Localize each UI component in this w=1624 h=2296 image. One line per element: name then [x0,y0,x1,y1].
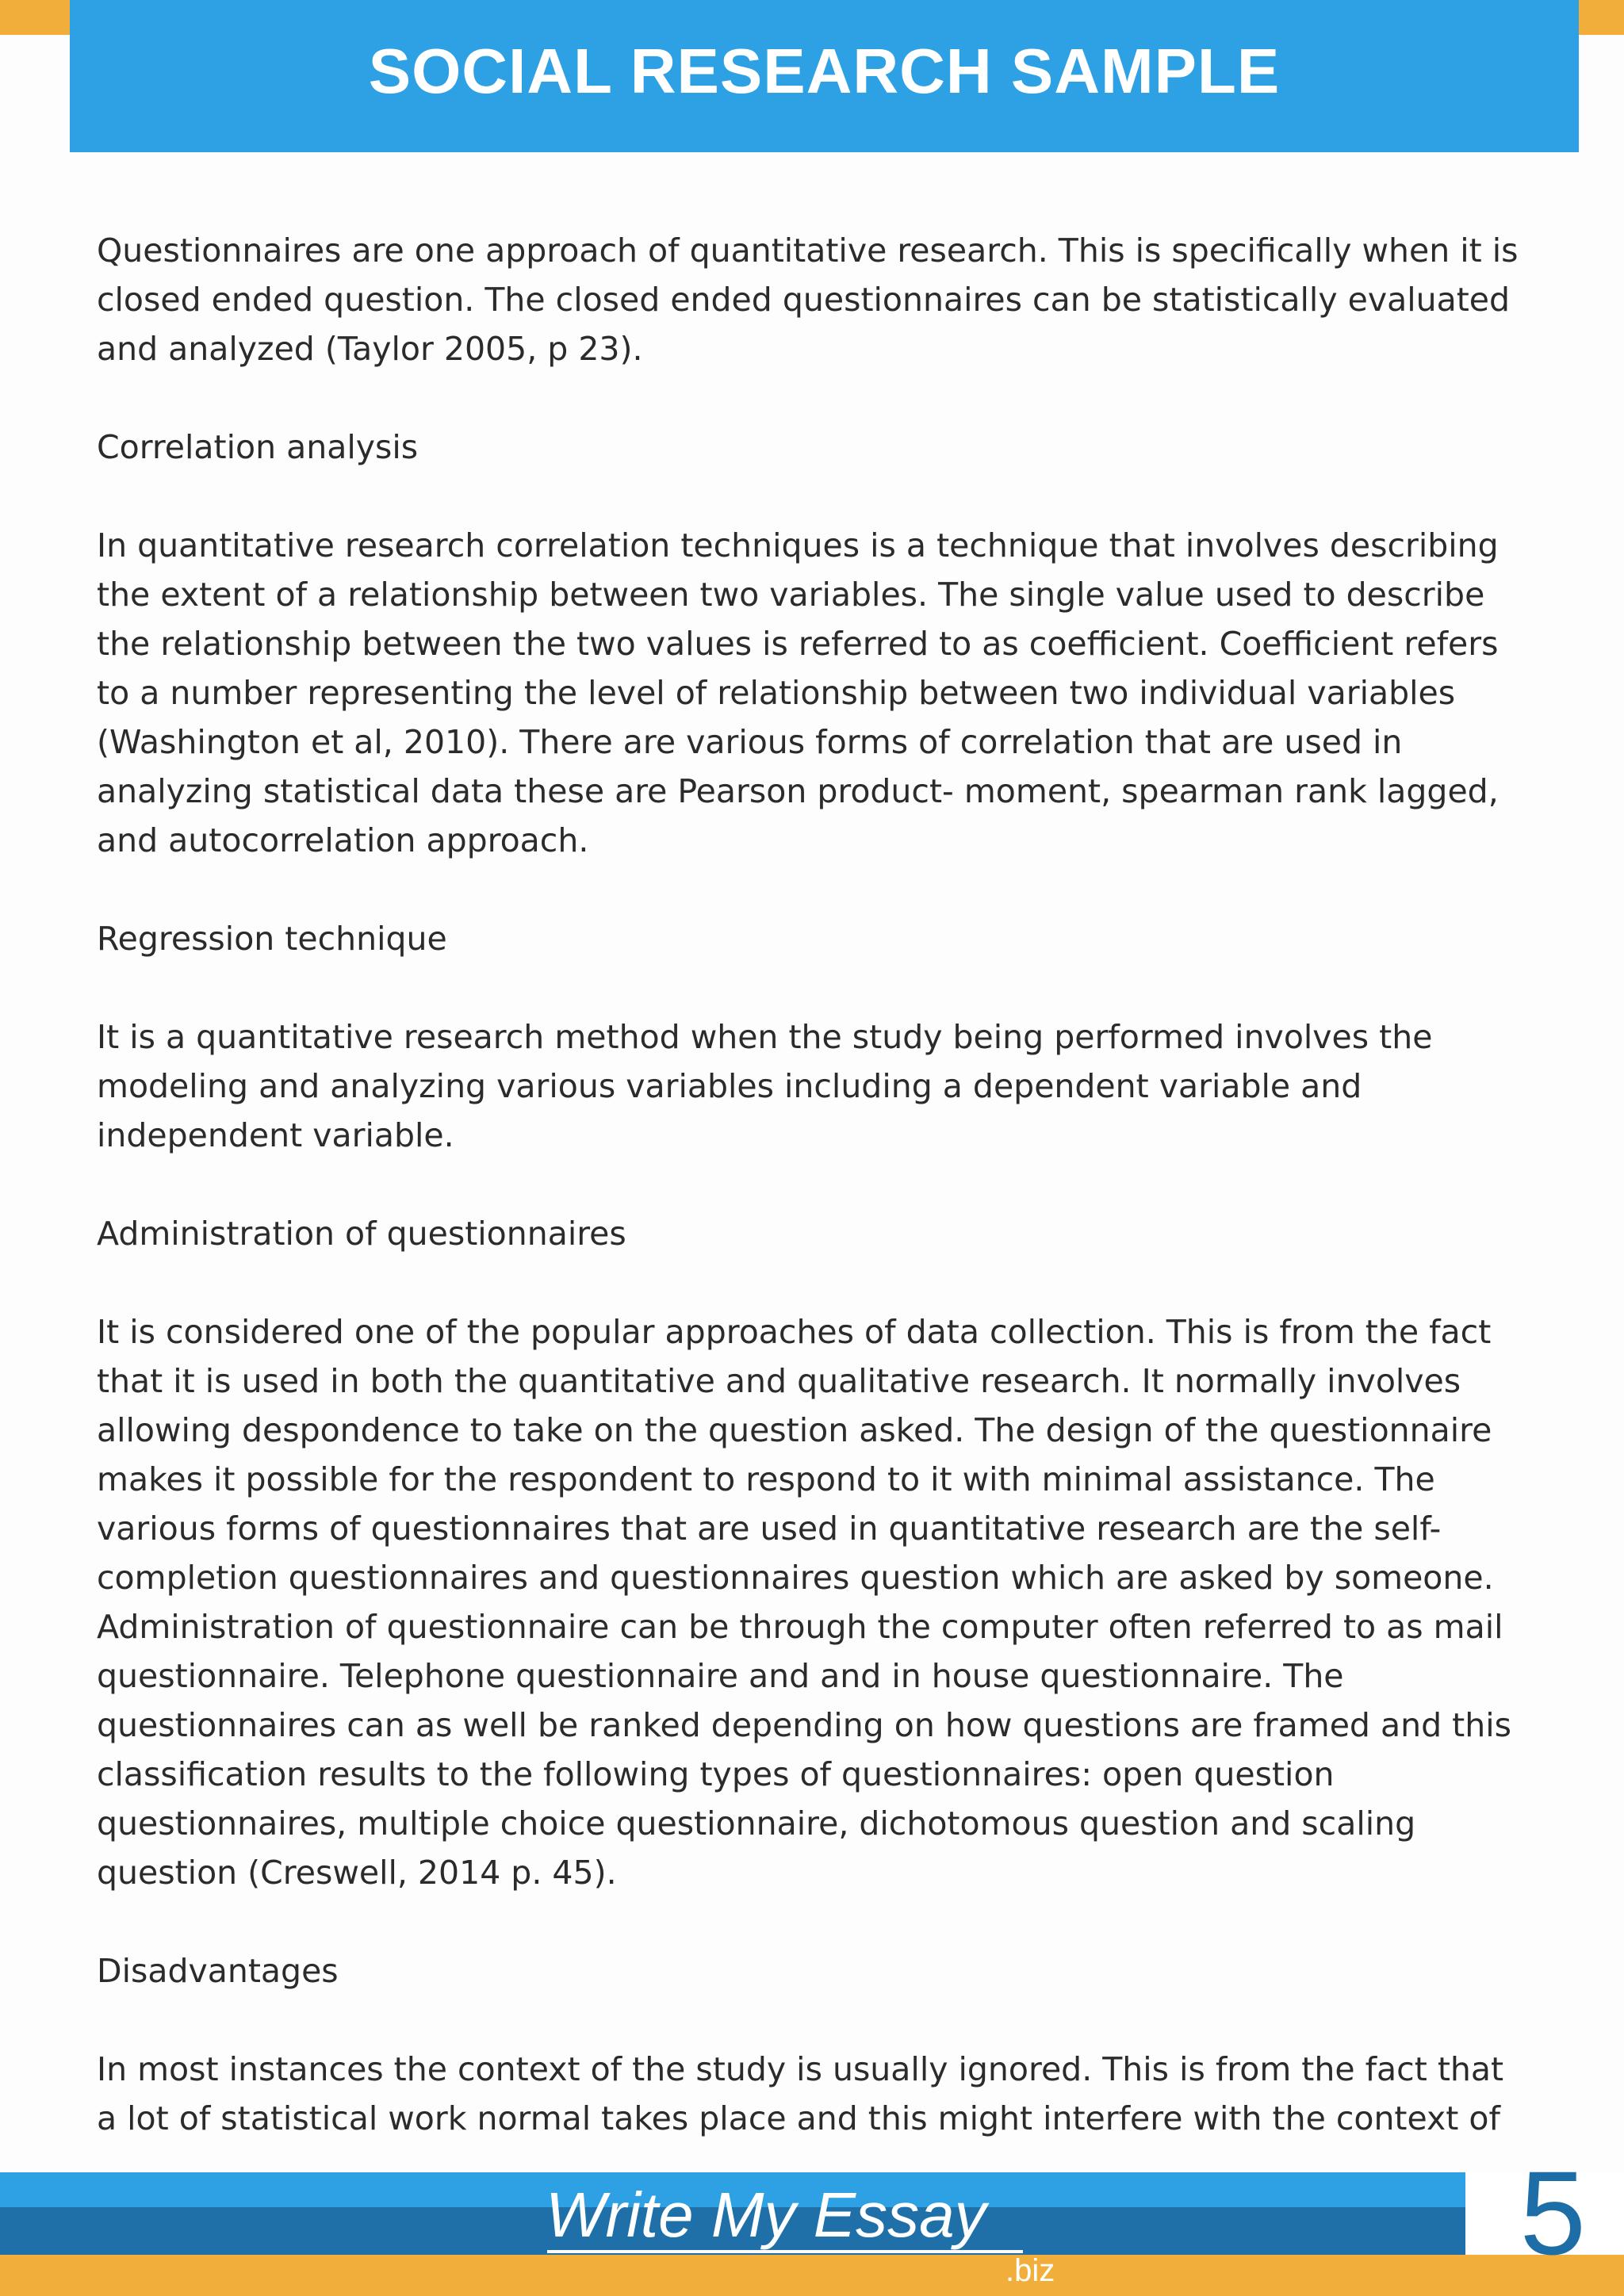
brand-logo-tld: .biz [1005,2253,1055,2288]
paragraph-disadvantages: In most instances the context of the study is usually ignored. This is from the fact that a lot of statistical work normal takes place and this might interfere with the context of [97,2050,1504,2137]
page-number: 5 [1519,2146,1586,2279]
paragraph-correlation: In quantitative research correlation techniques is a technique that involves describing the extent of a relationship between two variables. The single value used to describe the relationship between the two values is referred to as coefficient. Coefficient refers to a number representing the level of relationship between two individual variables (Washington et al, 2010). There are various forms of correlation that are used in analyzing statistical data these are Pearson product- moment, spearman rank lagged, and autocorrelation approach. [97,526,1499,859]
paragraph-regression: It is a quantitative research method when the study being performed involves the modeling and analyzing various variables including a dependent variable and independent variable. [97,1018,1433,1154]
section-heading-disadvantages: Disadvantages [97,1952,339,1990]
page-title: SOCIAL RESEARCH SAMPLE [368,36,1281,106]
brand-logo: Write My Essay [546,2179,986,2250]
paragraph-intro: Questionnaires are one approach of quantitative research. This is specifically when it is closed ended question. The closed ended questionnaires can be statistically evaluated and analyzed (Taylor 2005, p 23). [97,232,1519,368]
header-banner [70,0,1579,152]
document-body [97,226,1524,2192]
footer [0,2146,1624,2296]
corner-accent-left [0,0,71,35]
section-heading-regression: Regression technique [97,920,447,958]
page-number-box [1465,2146,1624,2279]
footer-stripe-bottom [0,2255,1624,2296]
section-heading-correlation: Correlation analysis [97,428,419,466]
logo-underline [547,2250,1023,2253]
paragraph-administration: It is considered one of the popular approaches of data collection. This is from the fact that it is used in both the quantitative and qualitative research. It normally involves allowing despondence to take on the question asked. The design of the questionnaire makes it possible for the respondent to respond to it with minimal assistance. The various forms of questionnaires that are used in quantitative research are the self-completion questionnaires and questionnaires question which are asked by someone. Administration of questionnaire can be through the computer often referred to as mail questionnaire. Telephone questionnaire and and in house questionnaire. The questionnaires can as well be ranked depending on how questions are framed and this classification results to the following types of questionnaires: open question questionnaires, multiple choice questionnaire, dichotomous question and scaling question (Creswell, 2014 p. 45). [97,1313,1511,1892]
section-heading-administration: Administration of questionnaires [97,1215,626,1253]
